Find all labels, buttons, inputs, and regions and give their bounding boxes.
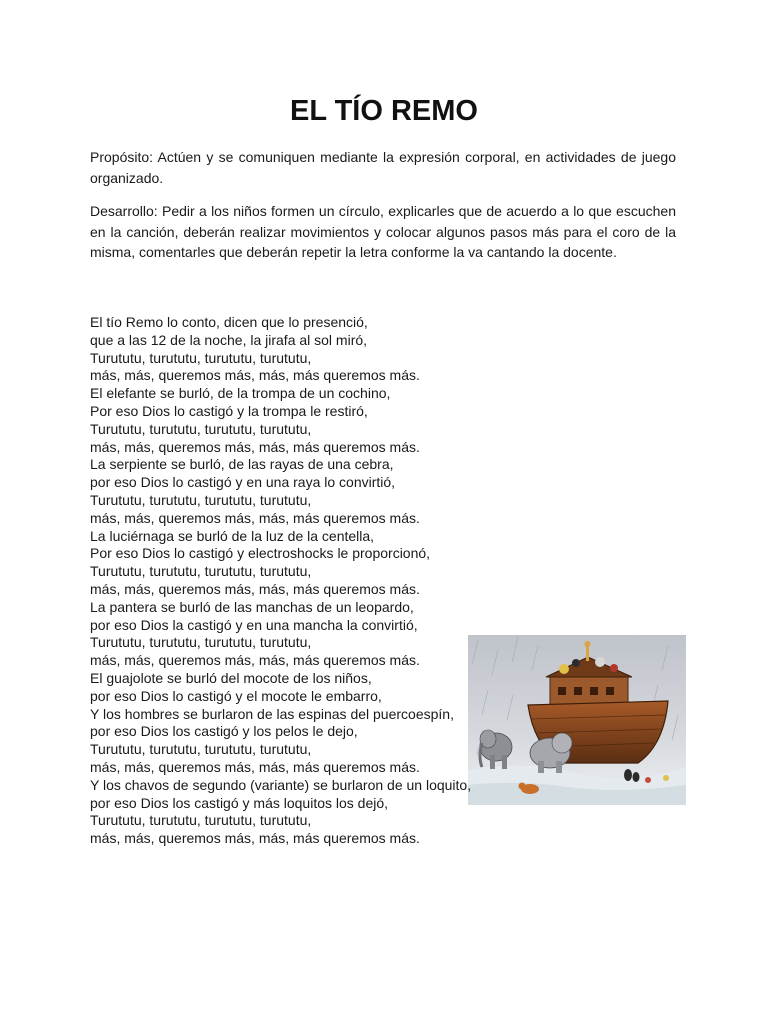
purpose-paragraph: Propósito: Actúen y se comuniquen mediante la expresión corporal, en actividades de juego organizado.	[90, 149, 676, 186]
lyric-line: Turututu, turututu, turututu, turututu,	[90, 812, 312, 829]
lyric-line: Por eso Dios lo castigó y la trompa le restiró,	[90, 402, 368, 419]
development-paragraph: Desarrollo: Pedir a los niños formen un círculo, explicarles que de acuerdo a lo que escuchen en la canción, deberán realizar movimientos y colocar algunos pasos más para el coro de la misma, comentarles que deberán repetir la letra conforme la va cantando la docente.	[90, 203, 676, 260]
lyric-line: Turututu, turututu, turututu, turututu,	[90, 563, 312, 580]
lyric-line: La serpiente se burló, de las rayas de una cebra,	[90, 456, 394, 473]
lyric-line: por eso Dios la castigó y en una mancha la convirtió,	[90, 616, 418, 633]
lyric-line: por eso Dios lo castigó y el mocote le embarro,	[90, 687, 382, 704]
lyric-line: por eso Dios los castigó y los pelos le dejo,	[90, 723, 358, 740]
noahs-ark-illustration-icon	[468, 635, 686, 805]
lyric-line: Y los chavos de segundo (variante) se burlaron de un loquito,	[90, 776, 472, 793]
lyric-line: El tío Remo lo conto, dicen que lo presenció,	[90, 314, 368, 330]
lyric-line: Y los hombres se burlaron de las espinas del puercoespín,	[90, 705, 454, 722]
lyric-line: Turututu, turututu, turututu, turututu,	[90, 420, 312, 437]
song-lyrics	[90, 314, 471, 848]
lyric-line: más, más, queremos más, más, más queremos más.	[90, 438, 420, 455]
lyric-line: Turututu, turututu, turututu, turututu,	[90, 741, 312, 758]
lyric-line: más, más, queremos más, más, más queremos más.	[90, 758, 420, 775]
lyric-line: más, más, queremos más, más, más queremos más.	[90, 652, 420, 669]
lyric-line: más, más, queremos más, más, más queremos más.	[90, 509, 420, 526]
lyric-line: que a las 12 de la noche, la jirafa al sol miró,	[90, 331, 368, 348]
lyric-line: por eso Dios lo castigó y en una raya lo convirtió,	[90, 474, 396, 491]
lyric-line: Por eso Dios lo castigó y electroshocks le proporcionó,	[90, 545, 431, 562]
lyric-line: por eso Dios los castigó y más loquitos los dejó,	[90, 794, 389, 811]
lyric-line: Turututu, turututu, turututu, turututu,	[90, 491, 312, 508]
lyric-line: más, más, queremos más, más, más queremos más.	[90, 580, 420, 597]
lyric-line: La luciérnaga se burló de la luz de la centella,	[90, 527, 375, 544]
lyric-line: más, más, queremos más, más, más queremos más.	[90, 367, 420, 384]
document-title: EL TÍO REMO	[290, 95, 478, 127]
lyric-line: Turututu, turututu, turututu, turututu,	[90, 349, 312, 366]
lyric-line: El elefante se burló, de la trompa de un cochino,	[90, 385, 391, 402]
lyric-line: La pantera se burló de las manchas de un leopardo,	[90, 598, 414, 615]
lyric-line: más, más, queremos más, más, más queremos más.	[90, 830, 420, 847]
lyric-line: El guajolote se burló del mocote de los niños,	[90, 669, 372, 686]
lyric-line: Turututu, turututu, turututu, turututu,	[90, 634, 312, 651]
